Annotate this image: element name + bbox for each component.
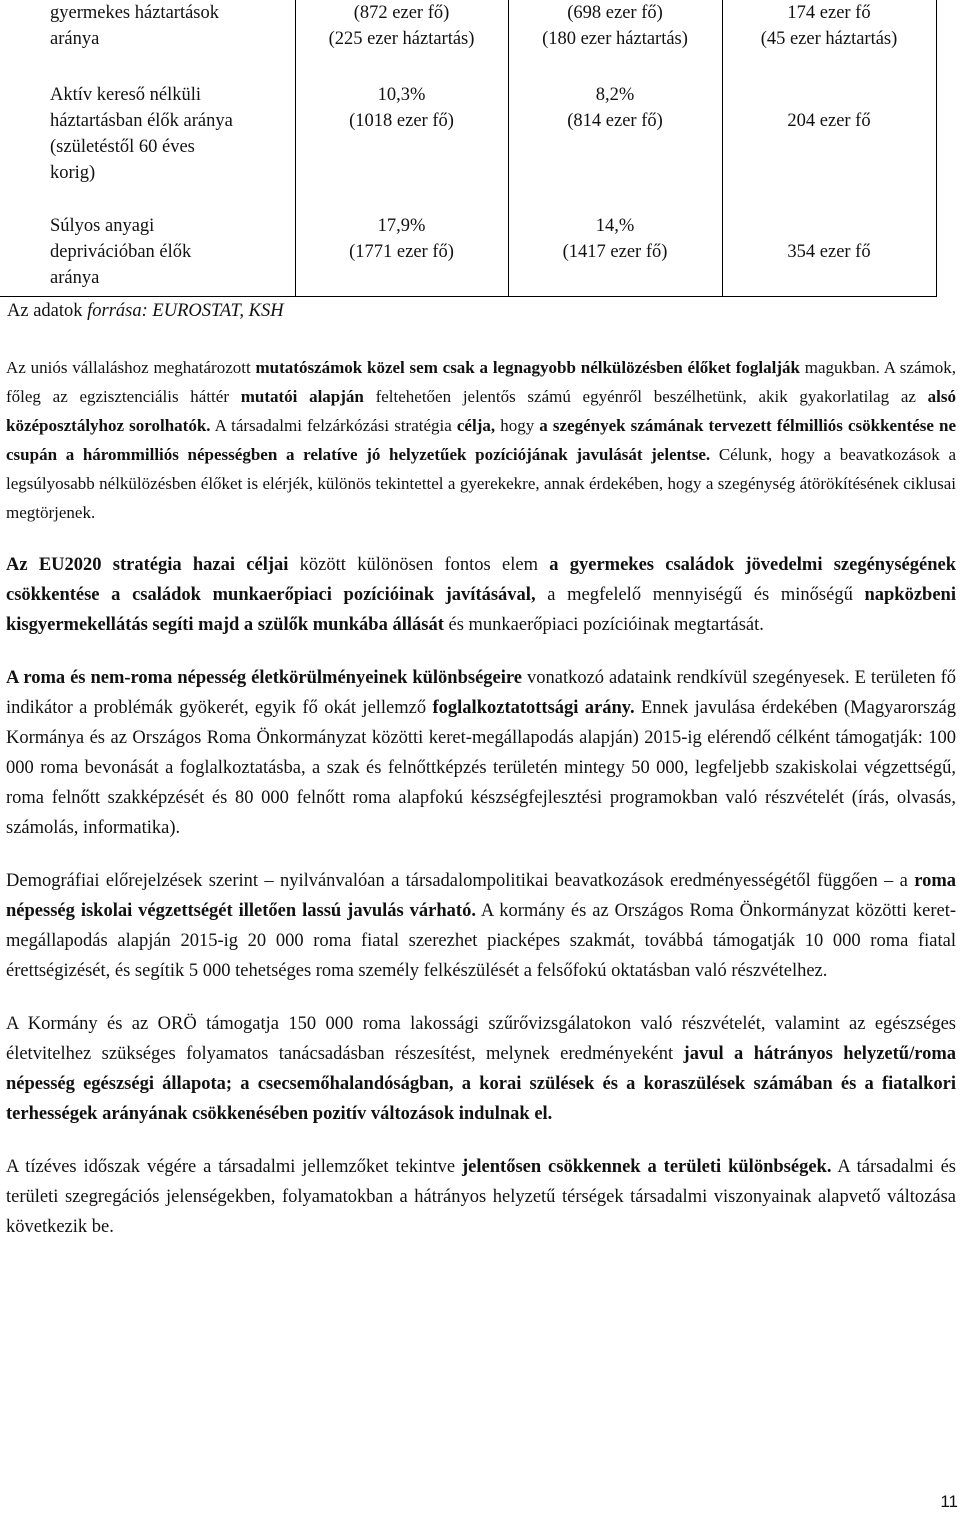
cell-text: (698 ezer fő) (567, 3, 663, 23)
text-run: magukban. (799, 358, 884, 377)
text-run: A Kormány és az ORÖ támogatja 150 000 roma lakossági szűrővizsgálatokon való részvételét, valamint az egészséges életvitelhez szükséges folyamatos tanácsadásban részesítést, melynek eredményeként (6, 1014, 956, 1064)
bold-text: mutatószámok közel sem csak a legnagyobb nélkülözésben élőket foglalják (255, 358, 800, 377)
paragraph (6, 866, 956, 986)
row-label (0, 74, 295, 213)
table-cell (295, 0, 508, 74)
paragraph (6, 1009, 956, 1129)
text-run: Célunk, hogy a beavatkozások a legsúlyosabb nélkülözésben élőket is elérjék, különös tekintettel a gyerekekre, annak érdekében, hogy a szegénység átörökítésének ciklusai megtörjenek. (6, 445, 956, 522)
cell-text: (1417 ezer fő) (562, 242, 668, 262)
table-row (0, 0, 936, 74)
paragraph (6, 663, 956, 843)
cell-text: aránya (50, 268, 100, 288)
cell-text: 174 ezer fő (787, 3, 871, 23)
cell-text: 354 ezer fő (787, 242, 871, 262)
body-text (6, 353, 956, 1265)
bold-text: Az EU2020 stratégia hazai céljai (6, 555, 289, 575)
cell-text: (45 ezer háztartás) (760, 29, 898, 49)
bold-text: célja, (456, 416, 496, 435)
cell-text: gyermekes háztartások (50, 3, 219, 23)
bold-text: foglalkoztatottsági arány. (432, 698, 635, 718)
table-cell (295, 74, 508, 213)
bold-text: mutatói alapján (240, 387, 364, 406)
bold-text: roma népesség iskolai végzettségét illetően lassú javulás várható. (6, 871, 956, 921)
text-run: vonatkozó adataink rendkívül szegényesek. E területen fő indikátor a problémák gyökerét, egyik fő okát jellemző (6, 668, 956, 718)
table-cell (508, 213, 722, 296)
table-cell (722, 0, 936, 74)
text-run: a megfelelő mennyiségű és minőségű (535, 585, 865, 605)
cell-text: (814 ezer fő) (567, 111, 663, 131)
source-prefix: Az adatok (7, 301, 88, 321)
text-run: A számok, főleg az egzisztenciális háttér (6, 358, 956, 406)
bold-text: a gyermekes családok jövedelmi szegénységének csökkentése a családok munkaerőpiaci pozícióinak javításával, (6, 555, 957, 605)
table-row (0, 74, 936, 213)
paragraph (6, 550, 956, 640)
cell-text: Aktív kereső nélküli (50, 85, 202, 105)
cell-text: (180 ezer háztartás) (542, 29, 688, 49)
table-cell (508, 74, 722, 213)
text-run: Az uniós vállaláshoz meghatározott (6, 358, 256, 377)
row-label (0, 0, 295, 74)
cell-text: (872 ezer fő) (353, 3, 450, 23)
text-run: A tízéves időszak végére a társadalmi jellemzőket tekintve (6, 1157, 463, 1177)
statistics-table (0, 0, 937, 297)
cell-text: 10,3% (377, 85, 426, 105)
paragraph (6, 353, 956, 527)
cell-text: (225 ezer háztartás) (328, 29, 475, 49)
cell-text: (születéstől 60 éves (50, 137, 195, 157)
text-run: A társadalmi felzárkózási stratégia (210, 416, 457, 435)
table-source-note (7, 298, 284, 324)
text-run: feltehetően jelentős számú egyénről beszélhetünk, akik gyakorlatilag az (363, 387, 928, 406)
table-cell (508, 0, 722, 74)
cell-text: deprivációban élők (50, 242, 192, 262)
bold-text: a szegények számának tervezett félmilliós csökkentése ne csupán a hárommilliós népességben a relatíve jó helyzetűek pozíciójának javulását jelentse. (6, 416, 957, 464)
table-cell (295, 213, 508, 296)
cell-text: 8,2% (595, 85, 635, 105)
cell-text: (1018 ezer fő) (349, 111, 454, 131)
table-cell (722, 213, 936, 296)
bold-text: javul a hátrányos helyzetű/roma népesség egészségi állapota; a csecsemőhalandóságban, a korai szülések és a koraszülések számában és a fiatalkori terhességek arányának csökkenésében pozitív változások indulnak el. (6, 1044, 956, 1124)
bold-text: alsó középosztályhoz sorolhatók. (6, 387, 956, 435)
text-run: hogy (495, 416, 540, 435)
text-run: A társadalmi és területi szegregációs jelenségekben, folyamatokban a hátrányos helyzetű térségek társadalmi viszonyainak alapvető változása következik be. (6, 1157, 956, 1237)
text-run: Ennek javulása érdekében (Magyarország Kormánya és az Országos Roma Önkormányzat közötti keret-megállapodás alapján) 2015-ig elérendő célként támogatják: 100 000 roma bevonását a foglalkoztatásba, a szak és felnőttképzés területén mintegy 50 000, legfeljebb szakiskolai végzettségű, roma felnőtt szakképzését és 80 000 felnőtt roma alapfokú készségfejlesztési programokban való részvételét (írás, olvasás, számolás, informatika). (6, 698, 956, 838)
text-run: között különösen fontos elem (288, 555, 550, 575)
paragraph (6, 1152, 956, 1242)
bold-text: A roma és nem-roma népesség életkörülményeinek különbségeire (6, 668, 522, 688)
text-run: Demográfiai előrejelzések szerint – nyilvánvalóan a társadalompolitikai beavatkozások eredményességétől függően – a (6, 871, 915, 891)
bold-text: napközbeni kisgyermekellátás segíti majd a szülők munkába állását (6, 585, 956, 635)
text-run: és munkaerőpiaci pozícióinak megtartását. (443, 615, 764, 635)
table-cell (722, 74, 936, 213)
bold-text: jelentősen csökkennek a területi különbségek. (462, 1157, 832, 1177)
page-number: 11 (940, 1492, 958, 1511)
cell-text: 204 ezer fő (787, 111, 871, 131)
cell-text: korig) (50, 163, 96, 183)
cell-text: 14,% (595, 216, 635, 236)
cell-text: (1771 ezer fő) (349, 242, 454, 262)
cell-text: aránya (50, 29, 100, 49)
cell-text: 17,9% (377, 216, 426, 236)
row-label (0, 213, 295, 296)
source-italic: forrása: EUROSTAT, KSH (87, 301, 284, 321)
text-run: A kormány és az Országos Roma Önkormányzat közötti keret-megállapodás alapján 2015-ig 20 000 roma fiatal szerezhet piacképes szakmát, továbbá támogatják 10 000 roma fiatal érettségizését, és segítik 5 000 tehetséges roma személy felkészülését a felsőfokú oktatásban való részvételhez. (6, 901, 956, 981)
cell-text: Súlyos anyagi (50, 216, 155, 236)
table-row (0, 213, 936, 296)
cell-text: háztartásban élők aránya (50, 111, 233, 131)
